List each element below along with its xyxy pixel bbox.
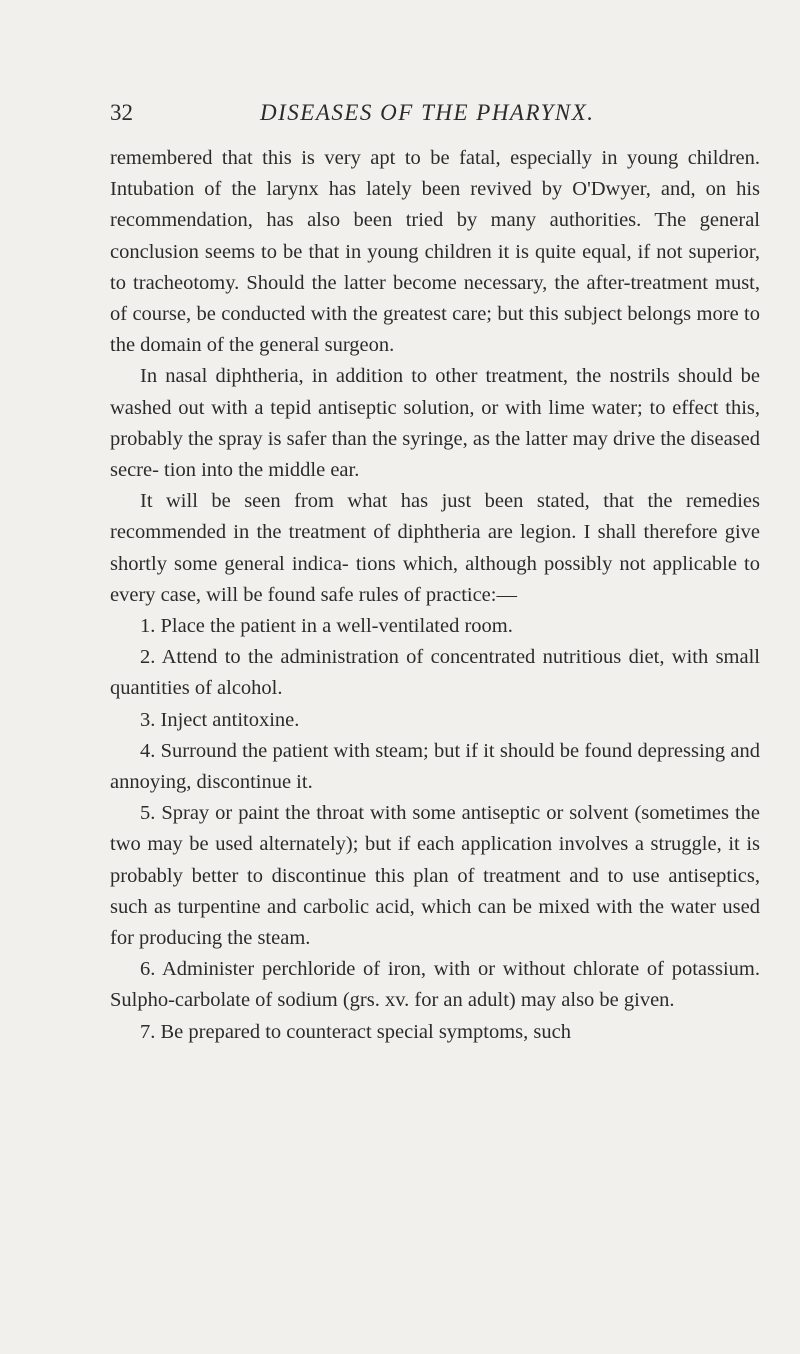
rule-7: 7. Be prepared to counteract special symptoms, such <box>140 1020 571 1043</box>
paragraph-general-indications: It will be seen from what has just been stated, that the remedies recommended in the treatment of diphtheria are legion. I shall therefore give shortly some general indica- tions which, although possibly not applicable to every case, will be found safe rules of practice:— <box>110 490 760 606</box>
paragraph-nasal-diphtheria: In nasal diphtheria, in addition to other treatment, the nostrils should be washed out with a tepid antiseptic solution, or with lime water; to effect this, probably the spray is safer than the syringe, as the latter may drive the diseased secre- tion into the middle ear. <box>110 365 760 482</box>
running-title: DISEASES OF THE PHARYNX. <box>260 100 595 125</box>
paragraph-intubation: remembered that this is very apt to be fatal, especially in young children. Intubation of the larynx has lately been revived by O'Dwyer, and, on his recommendation, has also been tried by many authorities. The general conclusion seems to be that in young children it is quite equal, if not superior, to tracheotomy. Should the latter become necessary, the after-treatment must, of course, be conducted with the greatest care; but this subject belongs more to the domain of the general surgeon. <box>110 147 760 357</box>
rule-3: 3. Inject antitoxine. <box>140 708 300 731</box>
rule-6: 6. Administer perchloride of iron, with or without chlorate of potassium. Sulpho-carbolate of sodium (grs. xv. for an adult) may also be given. <box>110 958 760 1012</box>
rule-1: 1. Place the patient in a well-ventilated room. <box>140 615 513 638</box>
body-text <box>110 143 760 1048</box>
rule-2: 2. Attend to the administration of concentrated nutritious diet, with small quantities of alcohol. <box>110 646 760 700</box>
page-number: 32 <box>110 100 133 125</box>
running-head <box>110 96 760 130</box>
rule-4: 4. Surround the patient with steam; but if it should be found depressing and annoying, discontinue it. <box>110 739 760 794</box>
rule-5: 5. Spray or paint the throat with some antiseptic or solvent (sometimes the two may be used alternately); but if each application involves a struggle, it is probably better to discontinue this plan of treatment and to use antiseptics, such as turpentine and carbolic acid, which can be mixed with the water used for producing the steam. <box>110 802 760 950</box>
